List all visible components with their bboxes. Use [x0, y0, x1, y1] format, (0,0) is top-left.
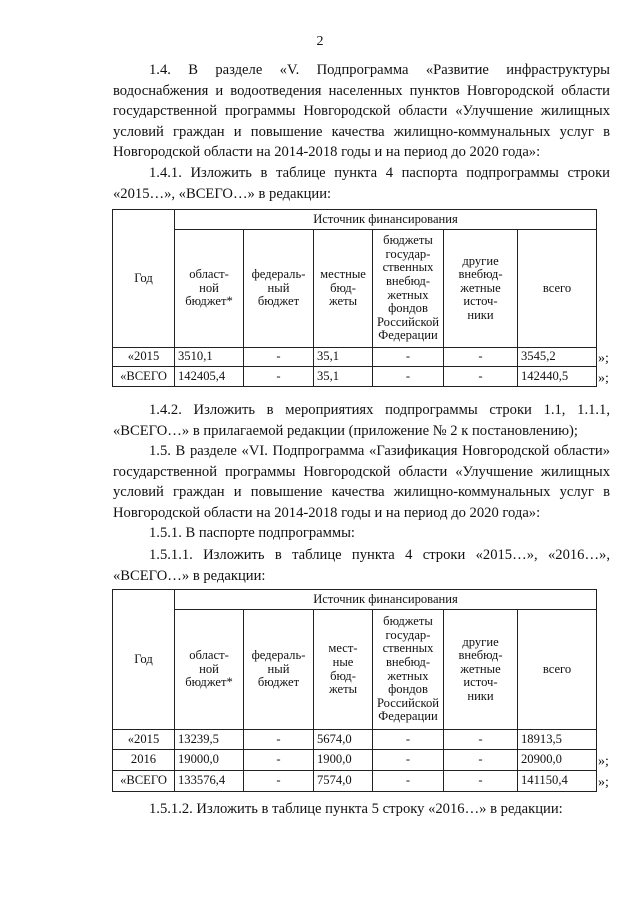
paragraph-1-4-1: 1.4.1. Изложить в таблице пункта 4 паспорта подпрограммы строки «2015…», «ВСЕГО…» в редакции: [113, 165, 610, 202]
cell-value: 7574,0 [314, 771, 373, 792]
source-header: Источник финансирования [175, 590, 597, 610]
financing-table-1 [112, 209, 597, 387]
cell-value: 35,1 [314, 367, 373, 387]
cell-value: - [373, 750, 444, 771]
paragraph-1-4-2: 1.4.2. Изложить в мероприятиях подпрограммы строки 1.1, 1.1.1, «ВСЕГО…» в прилагаемой редакции (приложение № 2 к постановлению); [113, 402, 610, 439]
column-header: област- ной бюджет* [175, 230, 244, 348]
cell-value: - [244, 730, 314, 750]
cell-value: - [444, 348, 518, 367]
cell-value: 142405,4 [175, 367, 244, 387]
cell-value: - [444, 771, 518, 792]
column-header: мест- ные бюд- жеты [314, 610, 373, 730]
cell-value: - [444, 367, 518, 387]
paragraph-1-4: 1.4. В разделе «V. Подпрограмма «Развитие инфраструктуры водоснабжения и водоотведения населенных пунктов Новгородской области государственной программы Новгородской области «Улучшение жилищных условий граждан и повышение качества жилищно-коммунальных услуг в Новгородской области на 2014-2018 годы и на период до 2020 года»: [113, 62, 610, 160]
row-year: «2015 [113, 348, 175, 367]
cell-value: 13239,5 [175, 730, 244, 750]
cell-value: - [373, 730, 444, 750]
column-header: област- ной бюджет* [175, 610, 244, 730]
cell-value: - [244, 771, 314, 792]
cell-value: 1900,0 [314, 750, 373, 771]
column-header: всего [518, 610, 597, 730]
table-row [113, 348, 597, 367]
table-row [113, 771, 597, 792]
table-row [113, 367, 597, 387]
column-header: бюджеты государ- ственных внебюд- жетных фондов Российской Федерации [373, 610, 444, 730]
cell-value: - [373, 367, 444, 387]
row-suffix: »; [598, 775, 609, 790]
cell-value: 35,1 [314, 348, 373, 367]
source-header: Источник финансирования [175, 210, 597, 230]
cell-value: 3545,2 [518, 348, 597, 367]
row-suffix: »; [598, 351, 609, 366]
paragraph-1-5-1-1: 1.5.1.1. Изложить в таблице пункта 4 строки «2015…», «2016…», «ВСЕГО…» в редакции: [113, 547, 610, 584]
cell-value: 19000,0 [175, 750, 244, 771]
cell-value: 142440,5 [518, 367, 597, 387]
cell-value: - [444, 730, 518, 750]
column-header: бюджеты государ- ственных внебюд- жетных фондов Российской Федерации [373, 230, 444, 348]
financing-table-2 [112, 589, 597, 792]
table-row [113, 750, 597, 771]
paragraph-1-5-1: 1.5.1. В паспорте подпрограммы: [149, 525, 355, 541]
paragraph-1-5: 1.5. В разделе «VI. Подпрограмма «Газификация Новгородской области» государственной программы Новгородской области «Улучшение жилищных условий граждан и повышение качества жилищно-коммунальных услуг в Новгородской области на 2014-2018 годы и на период до 2020 года»: [113, 443, 610, 521]
cell-value: 20900,0 [518, 750, 597, 771]
column-header: другие внебюд- жетные источ- ники [444, 610, 518, 730]
cell-value: - [373, 771, 444, 792]
column-header: всего [518, 230, 597, 348]
cell-value: 5674,0 [314, 730, 373, 750]
column-header: местные бюд- жеты [314, 230, 373, 348]
row-year: «ВСЕГО [113, 367, 175, 387]
cell-value: 141150,4 [518, 771, 597, 792]
cell-value: - [373, 348, 444, 367]
row-year: «ВСЕГО [113, 771, 175, 792]
cell-value: - [444, 750, 518, 771]
column-header: другие внебюд- жетные источ- ники [444, 230, 518, 348]
row-suffix: »; [598, 371, 609, 386]
page-number: 2 [316, 34, 324, 49]
column-header: федераль- ный бюджет [244, 610, 314, 730]
cell-value: - [244, 348, 314, 367]
paragraph-1-5-1-2: 1.5.1.2. Изложить в таблице пункта 5 строку «2016…» в редакции: [149, 801, 563, 817]
table-row [113, 730, 597, 750]
row-suffix: »; [598, 754, 609, 769]
row-year: «2015 [113, 730, 175, 750]
column-header: федераль- ный бюджет [244, 230, 314, 348]
row-year: 2016 [113, 750, 175, 771]
cell-value: - [244, 750, 314, 771]
cell-value: - [244, 367, 314, 387]
year-header: Год [113, 590, 175, 730]
year-header: Год [113, 210, 175, 348]
cell-value: 3510,1 [175, 348, 244, 367]
cell-value: 18913,5 [518, 730, 597, 750]
cell-value: 133576,4 [175, 771, 244, 792]
